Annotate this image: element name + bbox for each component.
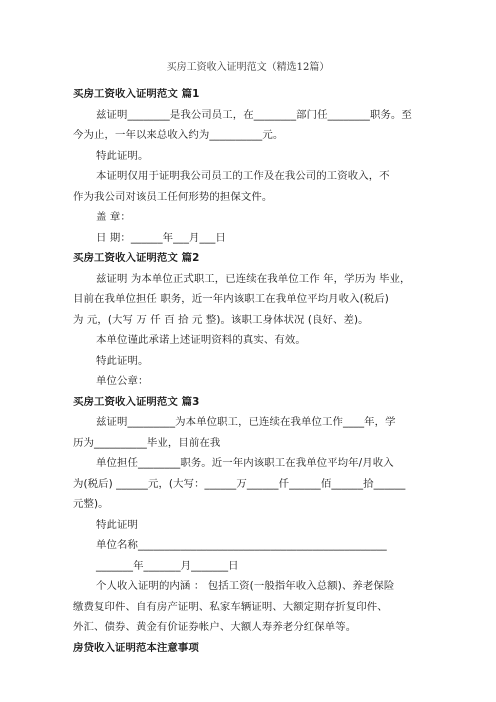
- text-line: 为 元，(大写 万 仟 百 拾 元 整)。该职工身体状况 (良好、差)。: [73, 314, 369, 326]
- text-line: 本证明仅用于证明我公司员工的工作及在我公司的工资收入，不: [96, 170, 390, 182]
- text-line: 单位公章：: [96, 375, 149, 387]
- text-line: 作为我公司对该员工任何形势的担保文件。: [73, 191, 273, 203]
- text-line: 特此证明。: [96, 355, 149, 367]
- text-line: 日 期：______年___月___日: [96, 232, 226, 244]
- section-heading-4: 房贷收入证明范本注意事项: [73, 642, 199, 654]
- text-line: 外汇、债券、黄金有价证券帐户、大额人寿养老分红保单等。: [73, 621, 357, 633]
- text-line: 盖 章：: [96, 211, 131, 223]
- text-line: 元整)。: [73, 498, 109, 510]
- text-line: 兹证明 为本单位正式职工，已连续在我单位工作 年，学历为 毕业，: [96, 273, 411, 285]
- section-heading-1: 买房工资收入证明范文 篇1: [73, 88, 200, 100]
- text-line: 兹证明________是我公司员工，在________部门任________职务。至: [96, 109, 412, 121]
- text-line: 单位担任________职务。近一年内该职工在我单位平均年/月收入: [96, 457, 394, 469]
- text-line: 兹证明_________为本单位职工，已连续在我单位工作____年，学: [96, 416, 396, 428]
- text-line: _______年_______月_______日: [96, 560, 239, 572]
- section-heading-2: 买房工资收入证明范文 篇2: [73, 252, 200, 264]
- text-line: 为(税后) ______元，(大写：______万______仟______佰______拾______: [73, 478, 406, 490]
- text-line: 目前在我单位担任 职务，近一年内该职工在我单位平均月收入(税后): [73, 293, 389, 305]
- text-line: 个人收入证明的内涵 ： 包括工资(一般指年收入总额)、养老保险: [96, 580, 395, 592]
- document-title: 买房工资收入证明范文（精选12篇）: [166, 62, 330, 73]
- text-line: 本单位谨此承诺上述证明资料的真实、有效。: [96, 334, 306, 346]
- text-line: 单位名称_______________________________________________: [96, 539, 387, 551]
- text-line: 历为__________毕业，目前在我: [73, 437, 221, 449]
- section-heading-3: 买房工资收入证明范文 篇3: [73, 396, 200, 408]
- text-line: 今为止，一年以来总收入约为__________元。: [73, 129, 284, 141]
- text-line: 特此证明。: [96, 150, 149, 162]
- text-line: 缴费复印件、自有房产证明、私家车辆证明、大额定期存折复印件、: [73, 601, 388, 613]
- text-line: 特此证明: [96, 519, 138, 531]
